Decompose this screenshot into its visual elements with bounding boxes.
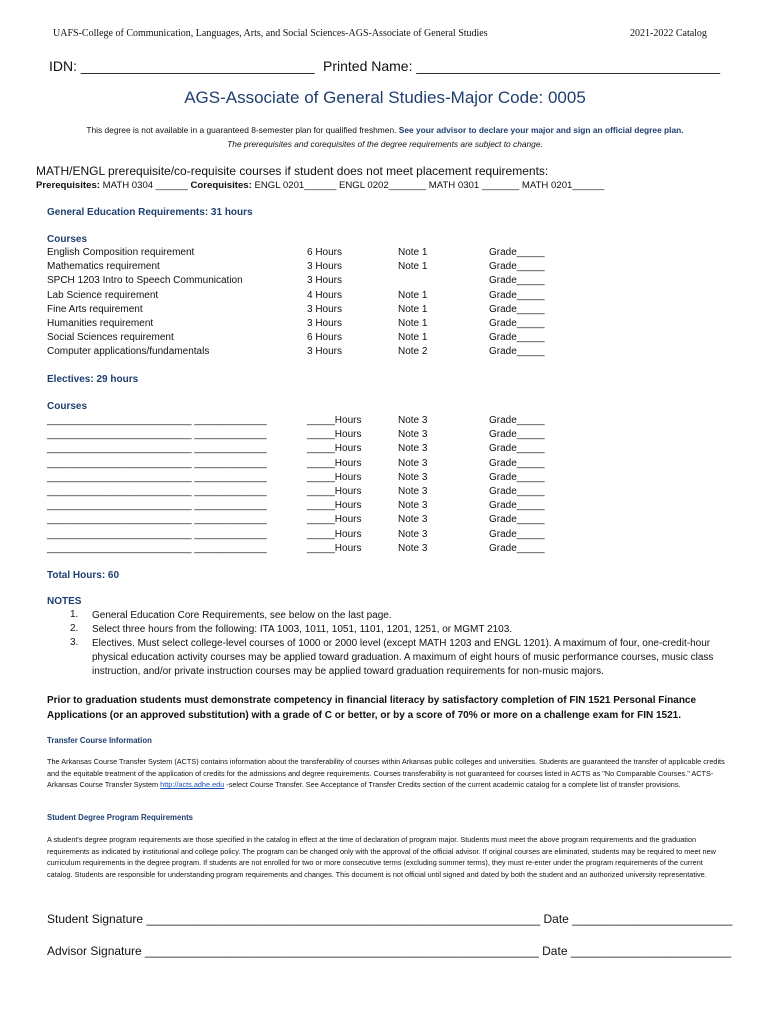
- note-text: Electives. Must select college-level courses of 1000 or 2000 level (except MATH 1203 and ENGL 1201). A maximum of four, one-credit-hour physical education activity courses may be applied toward graduation. A maximum of eight hours of music performance courses, music class instruction, and/or private instruction courses may be applied toward graduation requirements for non-music majors.: [92, 638, 714, 678]
- intro-advisor-text: See your advisor to declare your major and sign an official degree plan.: [398, 125, 684, 135]
- transfer-text: [47, 756, 729, 791]
- course-name[interactable]: __________________________ _____________: [47, 415, 267, 426]
- course-grade[interactable]: Grade_____: [489, 303, 545, 315]
- course-name: Computer applications/fundamentals: [47, 346, 210, 358]
- course-grade[interactable]: Grade_____: [489, 415, 545, 426]
- course-hours: 3 Hours: [307, 318, 343, 329]
- course-note: Note 3: [398, 514, 428, 526]
- course-name[interactable]: __________________________ _____________: [47, 486, 267, 497]
- degree-req-title: Student Degree Program Requirements: [47, 813, 194, 822]
- idn-field[interactable]: IDN: ______________________________: [49, 58, 315, 74]
- course-hours: 6 Hours: [307, 332, 343, 344]
- catalog-header-year: 2021-2022 Catalog: [630, 28, 707, 39]
- course-name[interactable]: __________________________ _____________: [47, 457, 267, 469]
- course-grade[interactable]: Grade_____: [489, 318, 545, 329]
- course-note: Note 1: [398, 332, 428, 344]
- course-name[interactable]: __________________________ _____________: [47, 429, 267, 441]
- course-note: Note 1: [398, 289, 428, 301]
- student-signature-line[interactable]: Student Signature ___________________________________________________________ Date ________________________: [47, 912, 733, 926]
- course-note: Note 3: [398, 415, 428, 426]
- total-hours: Total Hours: 60: [47, 570, 120, 581]
- course-hours[interactable]: _____Hours: [307, 471, 362, 483]
- course-hours[interactable]: _____Hours: [307, 500, 362, 512]
- course-grade[interactable]: Grade_____: [489, 429, 545, 441]
- course-note: Note 3: [398, 528, 428, 540]
- course-hours: 3 Hours: [307, 303, 343, 315]
- transfer-text-tail: -select Course Transfer. See Acceptance of Transfer Credits section of the current academic catalog for a complete list of transfer provisions.: [226, 780, 681, 790]
- course-name[interactable]: __________________________ _____________: [47, 500, 267, 512]
- course-grade[interactable]: Grade_____: [489, 275, 545, 287]
- course-name: Fine Arts requirement: [47, 303, 143, 315]
- course-note: Note 3: [398, 542, 428, 554]
- course-hours[interactable]: _____Hours: [307, 443, 362, 455]
- course-hours: 6 Hours: [307, 247, 343, 258]
- course-grade[interactable]: Grade_____: [489, 471, 545, 483]
- course-hours[interactable]: _____Hours: [307, 429, 362, 441]
- advisor-signature-line[interactable]: Advisor Signature ___________________________________________________________ Date ________________________: [47, 944, 731, 958]
- course-grade[interactable]: Grade_____: [489, 247, 545, 258]
- notes-title: NOTES: [47, 596, 82, 607]
- course-name: Humanities requirement: [47, 318, 154, 329]
- course-name[interactable]: __________________________ _____________: [47, 542, 267, 554]
- course-name[interactable]: __________________________ _____________: [47, 443, 267, 455]
- course-note: Note 3: [398, 471, 428, 483]
- course-hours[interactable]: _____Hours: [307, 542, 362, 554]
- course-note: Note 3: [398, 457, 428, 469]
- intro-line-2: The prerequisites and corequisites of the degree requirements are subject to change.: [227, 139, 543, 149]
- course-name: Social Sciences requirement: [47, 332, 174, 344]
- coreq-label: Corequisites:: [190, 180, 252, 191]
- course-note: Note 1: [398, 303, 428, 315]
- course-name[interactable]: __________________________ _____________: [47, 514, 267, 526]
- course-name: Mathematics requirement: [47, 261, 160, 273]
- course-note: Note 3: [398, 429, 428, 441]
- course-name: English Composition requirement: [47, 247, 195, 258]
- course-grade[interactable]: Grade_____: [489, 542, 545, 554]
- prereq-label: Prerequisites:: [36, 180, 100, 191]
- course-grade[interactable]: Grade_____: [489, 500, 545, 512]
- course-name: Lab Science requirement: [47, 289, 159, 301]
- course-hours: 4 Hours: [307, 289, 343, 301]
- course-grade[interactable]: Grade_____: [489, 443, 545, 455]
- course-grade[interactable]: Grade_____: [489, 332, 545, 344]
- electives-title: Electives: 29 hours: [47, 374, 139, 385]
- course-hours[interactable]: _____Hours: [307, 457, 362, 469]
- course-grade[interactable]: Grade_____: [489, 261, 545, 273]
- course-hours[interactable]: _____Hours: [307, 528, 362, 540]
- course-note: Note 1: [398, 318, 428, 329]
- course-note: Note 1: [398, 261, 428, 273]
- course-grade[interactable]: Grade_____: [489, 457, 545, 469]
- course-grade[interactable]: Grade_____: [489, 289, 545, 301]
- course-grade[interactable]: Grade_____: [489, 514, 545, 526]
- financial-literacy-requirement: Prior to graduation students must demonstrate competency in financial literacy by satisfactory completion of FIN 1521 Personal Finance Applications (or an approved substitution) with a grade of C or better, or by a score of 70% or more on a challenge exam for FIN 1521.: [47, 695, 697, 721]
- page-title: AGS-Associate of General Studies-Major Code: 0005: [184, 88, 586, 107]
- note-text: General Education Core Requirements, see below on the last page.: [92, 610, 392, 621]
- note-number: 3.: [70, 637, 79, 648]
- degree-req-text: A student's degree program requirements are those specified in the catalog in effect at the time of declaration of program major. Students must meet the above program requirements and the graduation requirements as indicated by institutional and college policy. The program can be changed only with the approval of the official advisor. If original courses are eliminated, students may be required to meet new curriculum requirements in the degree program. If students are not enrolled for two or more consecutive terms (excluding summer terms), they must re-enter under the program requirements of the current catalog. Students are responsible for understanding program requirements and changes. This document is not official until signed and dated by both the student and an authorized university representative.: [47, 835, 716, 879]
- course-name: SPCH 1203 Intro to Speech Communication: [47, 275, 243, 287]
- course-note: Note 1: [398, 247, 428, 258]
- course-grade[interactable]: Grade_____: [489, 528, 545, 540]
- course-hours: 3 Hours: [307, 261, 343, 273]
- prereq-line: [36, 180, 604, 191]
- course-note: Note 3: [398, 500, 428, 512]
- course-name[interactable]: __________________________ _____________: [47, 471, 267, 483]
- gen-ed-title: General Education Requirements: 31 hours: [47, 207, 253, 218]
- prereq-value[interactable]: MATH 0304 ______: [102, 180, 188, 191]
- note-number: 2.: [70, 623, 79, 634]
- course-grade[interactable]: Grade_____: [489, 486, 545, 497]
- electives-courses-label: Courses: [47, 401, 88, 412]
- note-number: 1.: [70, 609, 79, 620]
- course-hours[interactable]: _____Hours: [307, 486, 362, 497]
- course-note: Note 3: [398, 443, 428, 455]
- intro-line-1: [0, 125, 770, 135]
- intro-plain-text: This degree is not available in a guaranteed 8-semester plan for qualified freshmen.: [86, 125, 397, 135]
- printed-name-field[interactable]: Printed Name: _______________________________________: [323, 58, 721, 74]
- course-note: Note 3: [398, 486, 428, 497]
- course-hours[interactable]: _____Hours: [307, 514, 362, 526]
- course-grade[interactable]: Grade_____: [489, 346, 545, 358]
- course-note: Note 2: [398, 346, 428, 358]
- transfer-title: Transfer Course Information: [47, 736, 152, 745]
- math-engl-heading: MATH/ENGL prerequisite/co-requisite courses if student does not meet placement requirements:: [36, 164, 549, 178]
- course-name[interactable]: __________________________ _____________: [47, 528, 267, 540]
- note-text: Select three hours from the following: ITA 1003, 1011, 1051, 1101, 1201, 1251, or MGMT 2103.: [92, 624, 513, 635]
- transfer-text-body: The Arkansas Course Transfer System (ACTS) contains information about the transferability of courses within Arkansas public colleges and universities. Students are guaranteed the transfer of applicable credits and the equitable treatment of the application of credits for the admissions and degree requirements. Courses transferability is not guaranteed for courses listed in ACTS as "No Comparable Courses." ACTS-Arkansas Course Transfer System: [47, 757, 725, 790]
- coreq-value[interactable]: ENGL 0201______ ENGL 0202_______ MATH 0301 _______ MATH 0201______: [254, 180, 605, 191]
- course-hours: 3 Hours: [307, 275, 343, 287]
- catalog-header-left: UAFS-College of Communication, Languages, Arts, and Social Sciences-AGS-Associate of General Studies: [53, 28, 488, 39]
- acts-link[interactable]: http://acts.adhe.edu: [160, 780, 225, 790]
- course-hours[interactable]: _____Hours: [307, 415, 362, 426]
- gen-ed-courses-label: Courses: [47, 234, 88, 245]
- course-hours: 3 Hours: [307, 346, 343, 358]
